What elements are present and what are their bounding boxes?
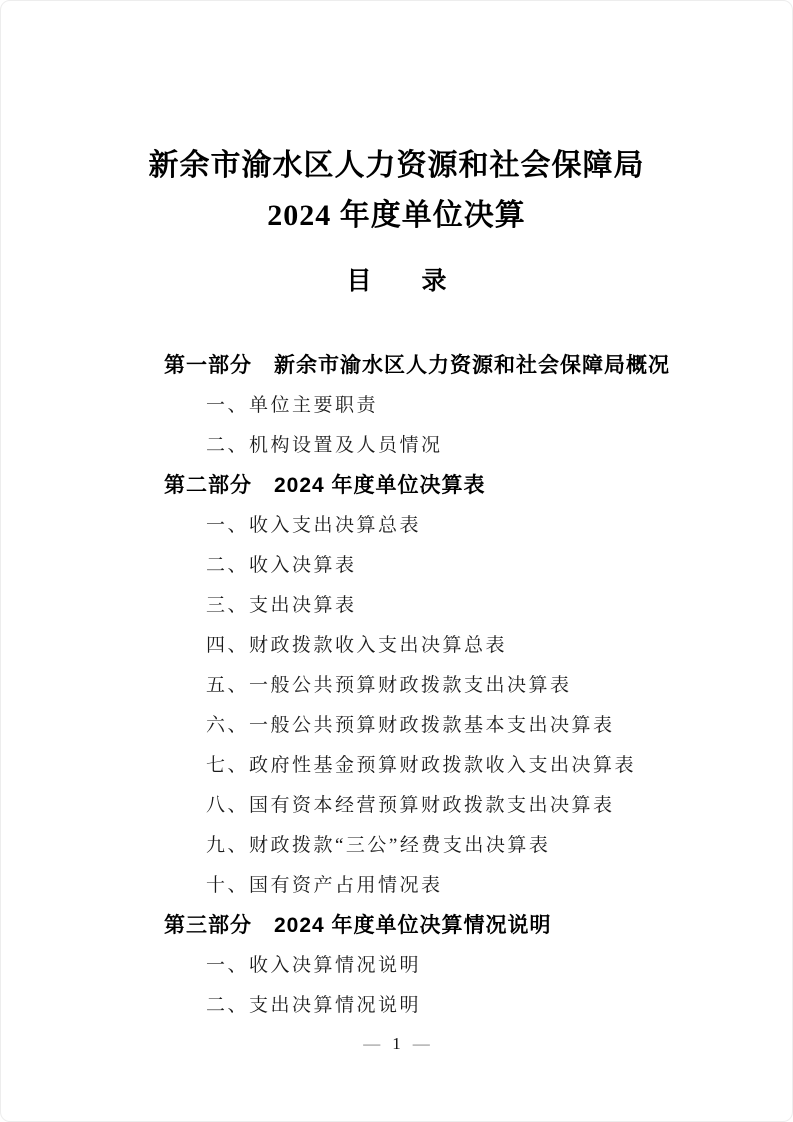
toc-entry: 四、财政拨款收入支出决算总表 [206,635,508,656]
toc-entry: 二、支出决算情况说明 [206,995,422,1016]
toc-entry: 二、机构设置及人员情况 [206,435,443,456]
toc-entry-part2: 第二部分 2024 年度单位决算表 [164,474,486,497]
toc-entry-part1: 第一部分 新余市渝水区人力资源和社会保障局概况 [164,354,670,377]
toc-entry: 八、国有资本经营预算财政拨款支出决算表 [206,795,615,816]
toc-entry: 五、一般公共预算财政拨款支出决算表 [206,675,572,696]
toc-entry: 七、政府性基金预算财政拨款收入支出决算表 [206,755,637,776]
toc-entry: 六、一般公共预算财政拨款基本支出决算表 [206,715,615,736]
toc-entry: 二、收入决算表 [206,555,357,576]
page-number-value: 1 [392,1034,401,1053]
document-title-line2: 2024 年度单位决算 [267,199,526,232]
toc-entry: 一、收入支出决算总表 [206,515,422,536]
document-title-line1: 新余市渝水区人力资源和社会保障局 [148,149,645,182]
toc-list [1,346,792,1026]
document-title-block [1,1,792,241]
toc-entry: 一、收入决算情况说明 [206,955,422,976]
page-number-dash-left: — [363,1034,381,1053]
toc-entry-part3: 第三部分 2024 年度单位决算情况说明 [164,914,552,937]
toc-entry: 三、支出决算表 [206,595,357,616]
toc-entry: 九、财政拨款“三公”经费支出决算表 [206,835,551,856]
toc-entry: 一、单位主要职责 [206,395,379,416]
page-number [1,1033,792,1055]
toc-entry: 十、国有资产占用情况表 [206,875,443,896]
toc-heading: 目 录 [346,268,447,295]
page-number-dash-right: — [412,1034,430,1053]
